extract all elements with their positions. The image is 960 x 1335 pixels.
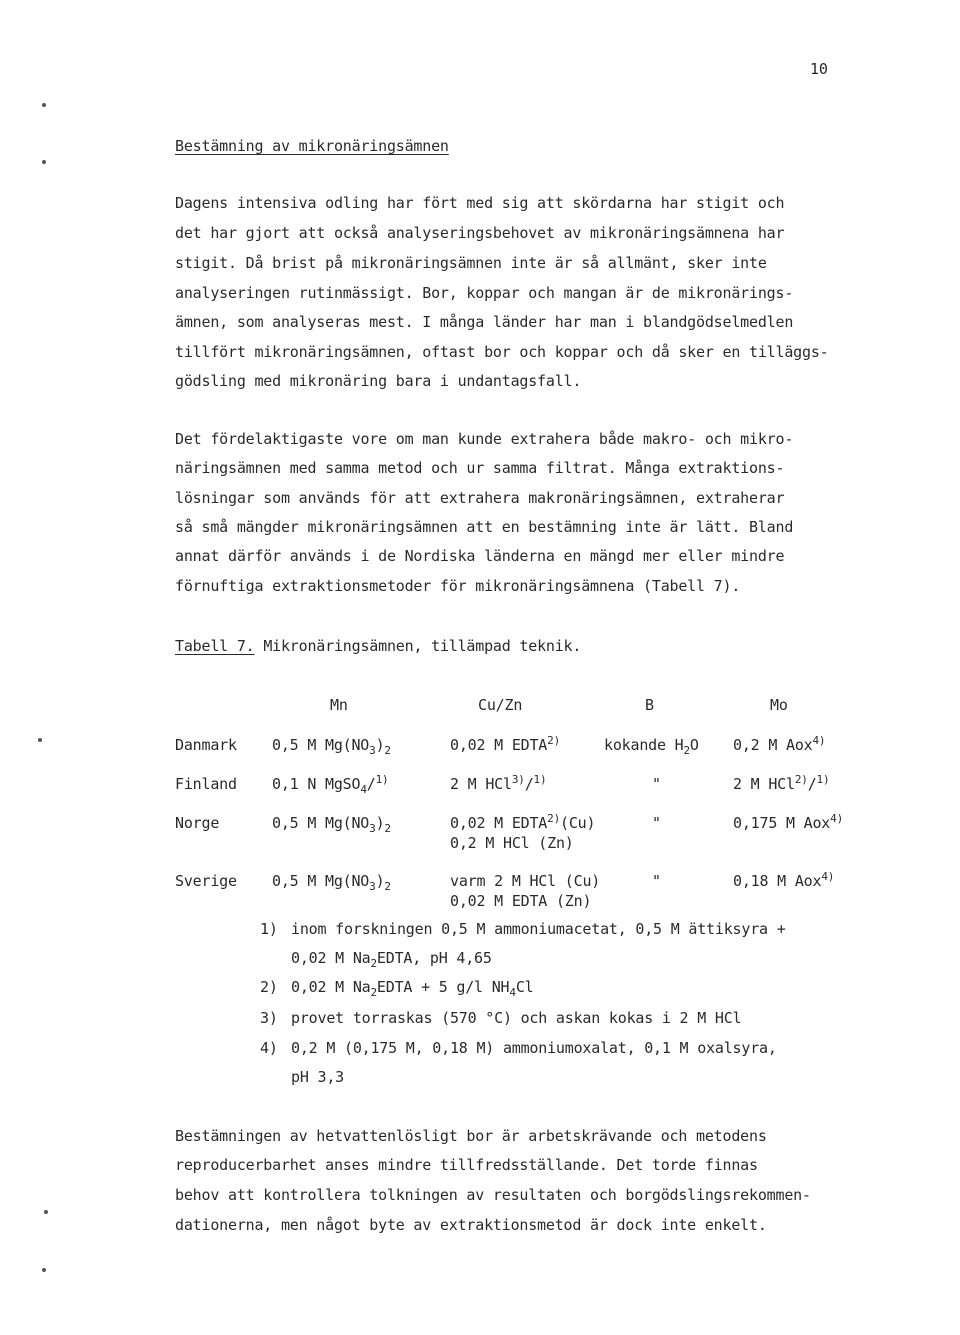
formula: 0,02 M Na: [291, 949, 371, 967]
cell-mo: [733, 775, 829, 793]
paragraph-line: lösningar som används för att extrahera makronäringsämnen, extraherar: [175, 489, 785, 507]
subscript: 3: [369, 822, 376, 835]
paragraph-line: stigit. Då brist på mikronäringsämnen inte är så allmänt, sker inte: [175, 254, 767, 272]
formula: 0,02 M Na: [291, 978, 371, 996]
cell-b-ditto: ": [652, 872, 661, 890]
row-country: Finland: [175, 775, 237, 793]
paragraph-line: tillfört mikronäringsämnen, oftast bor och koppar och då sker en tilläggs-: [175, 343, 829, 361]
page-number: 10: [810, 60, 828, 78]
footnote-ref: 2): [794, 773, 808, 786]
cell-mo: [733, 736, 825, 754]
formula: EDTA + 5 g/l NH: [376, 978, 510, 996]
scan-speck: [42, 160, 46, 164]
subscript: 2: [683, 744, 690, 757]
scan-speck: [44, 1210, 48, 1214]
formula: 0,5 M Mg(NO: [272, 814, 370, 832]
cell-mn: [272, 773, 389, 796]
cell-cuzn: [450, 775, 546, 793]
footnote-ref: 1): [375, 773, 389, 786]
footnote-ref: 4): [830, 812, 843, 825]
paragraph-line: ämnen, som analyseras mest. I många länder har man i blandgödselmedlen: [175, 313, 794, 331]
footnote-number: 3): [260, 1009, 278, 1027]
footnote-text: inom forskningen 0,5 M ammoniumacetat, 0,5 M ättiksyra +: [291, 920, 786, 938]
footnote-ref: 3): [511, 773, 525, 786]
formula: 0,5 M Mg(NO: [272, 872, 370, 890]
subscript: 2: [384, 880, 391, 893]
footnote-ref: 4): [821, 870, 835, 883]
cell-mo: [733, 872, 834, 890]
subscript: 2: [370, 986, 377, 999]
formula: kokande H: [604, 736, 684, 754]
row-country: Sverige: [175, 872, 237, 890]
formula: ): [375, 814, 385, 832]
footnote-number: 4): [260, 1039, 278, 1057]
cell-cuzn-line2: 0,02 M EDTA (Zn): [450, 892, 592, 910]
scan-speck: [42, 1268, 46, 1272]
row-country: Danmark: [175, 736, 237, 754]
formula: /: [524, 775, 534, 793]
formula: /: [807, 775, 817, 793]
cell-mn: [272, 736, 391, 757]
cell-cuzn: varm 2 M HCl (Cu): [450, 872, 601, 890]
footnote-ref: 2): [547, 734, 560, 747]
cell-mn: [272, 814, 391, 835]
paragraph-line: dationerna, men något byte av extraktionsmetod är dock inte enkelt.: [175, 1216, 767, 1234]
cell-cuzn-line2: 0,2 M HCl (Zn): [450, 834, 574, 852]
subscript: 3: [369, 744, 376, 757]
paragraph-line: så små mängder mikronäringsämnen att en bestämning inte är lätt. Bland: [175, 518, 794, 536]
column-header-b: B: [645, 696, 654, 714]
footnote-text: pH 3,3: [291, 1068, 344, 1086]
cell-b-ditto: ": [652, 775, 661, 793]
paragraph-line: Det fördelaktigaste vore om man kunde extrahera både makro- och mikro-: [175, 430, 794, 448]
footnote-text: [291, 949, 492, 970]
paragraph-line: analyseringen rutinmässigt. Bor, koppar och mangan är de mikronärings-: [175, 284, 794, 302]
footnote-ref: 1): [816, 773, 830, 786]
subscript: 4: [509, 986, 516, 999]
footnote-ref: 2): [547, 812, 560, 825]
footnote-text: [291, 978, 534, 999]
formula: EDTA, pH 4,65: [376, 949, 492, 967]
formula: 0,1 N MgSO: [272, 775, 361, 793]
subscript: 4: [360, 783, 367, 796]
formula: 0,02 M EDTA: [450, 736, 548, 754]
paragraph-line: annat därför används i de Nordiska länderna en mängd mer eller mindre: [175, 547, 785, 565]
scan-speck: [38, 738, 42, 742]
footnote-text: provet torraskas (570 °C) och askan kokas i 2 M HCl: [291, 1009, 742, 1027]
section-heading: Bestämning av mikronäringsämnen: [175, 137, 449, 155]
formula: O: [689, 736, 699, 754]
formula: 0,18 M Aox: [733, 872, 822, 890]
formula: 2 M HCl: [733, 775, 795, 793]
cell-b: [604, 736, 699, 757]
cell-mo: [733, 814, 843, 832]
paragraph-line: behov att kontrollera tolkningen av resultaten och borgödslingsrekommen-: [175, 1186, 811, 1204]
formula: 0,2 M Aox: [733, 736, 813, 754]
cell-b-ditto: ": [652, 814, 661, 832]
table-caption-text: Mikronäringsämnen, tillämpad teknik.: [254, 637, 582, 655]
formula: /: [366, 775, 376, 793]
formula: 0,5 M Mg(NO: [272, 736, 370, 754]
table-caption-label: Tabell 7.: [175, 637, 255, 655]
footnote-ref: 1): [533, 773, 547, 786]
paragraph-line: näringsämnen med samma metod och ur samma filtrat. Många extraktions-: [175, 459, 785, 477]
column-header-mo: Mo: [770, 696, 788, 714]
formula: ): [375, 736, 385, 754]
footnote-number: 2): [260, 978, 278, 996]
formula: 2 M HCl: [450, 775, 512, 793]
formula: (Cu): [560, 814, 596, 832]
formula: 0,02 M EDTA: [450, 814, 548, 832]
footnote-ref: 4): [812, 734, 826, 747]
paragraph-line: Dagens intensiva odling har fört med sig att skördarna har stigit och: [175, 194, 785, 212]
subscript: 2: [384, 744, 391, 757]
table-caption: [175, 637, 581, 655]
scan-speck: [42, 103, 46, 107]
footnote-number: 1): [260, 920, 278, 938]
paragraph-line: förnuftiga extraktionsmetoder för mikronäringsämnena (Tabell 7).: [175, 577, 741, 595]
formula: ): [375, 872, 385, 890]
paragraph-line: Bestämningen av hetvattenlösligt bor är arbetskrävande och metodens: [175, 1127, 767, 1145]
paragraph-line: gödsling med mikronäring bara i undantagsfall.: [175, 372, 582, 390]
cell-mn: [272, 872, 391, 893]
subscript: 3: [369, 880, 376, 893]
subscript: 2: [384, 822, 391, 835]
formula: Cl: [515, 978, 534, 996]
cell-cuzn: [450, 814, 595, 832]
cell-cuzn: [450, 736, 560, 754]
row-country: Norge: [175, 814, 220, 832]
paragraph-line: det har gjort att också analyseringsbehovet av mikronäringsämnena har: [175, 224, 785, 242]
subscript: 2: [370, 957, 377, 970]
column-header-cuzn: Cu/Zn: [478, 696, 523, 714]
paragraph-line: reproducerbarhet anses mindre tillfredsställande. Det torde finnas: [175, 1156, 758, 1174]
footnote-text: 0,2 M (0,175 M, 0,18 M) ammoniumoxalat, 0,1 M oxalsyra,: [291, 1039, 777, 1057]
formula: 0,175 M Aox: [733, 814, 831, 832]
column-header-mn: Mn: [330, 696, 348, 714]
